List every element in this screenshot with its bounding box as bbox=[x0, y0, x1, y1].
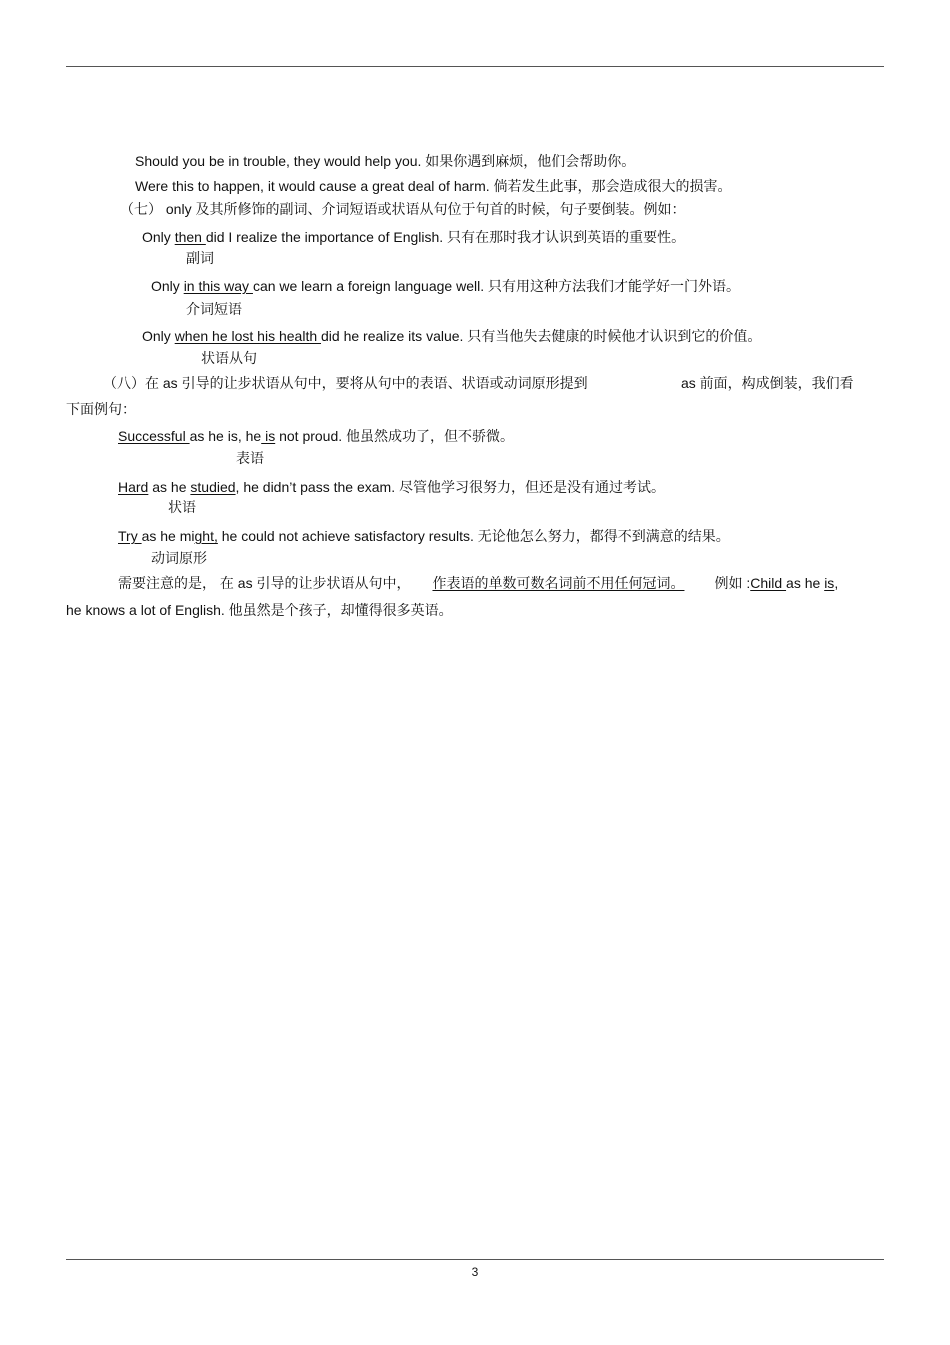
header-rule bbox=[66, 66, 884, 67]
text: , he didn’t pass the exam. 尽管他学习很努力，但还是没有通过考试。 bbox=[235, 479, 665, 495]
underlined-phrase: Try bbox=[118, 528, 142, 544]
text: Only bbox=[142, 328, 175, 344]
annotation-prep-phrase: 介词短语 bbox=[186, 301, 242, 317]
underlined-phrase: ght, bbox=[194, 528, 218, 544]
underlined-phrase: when he lost his health bbox=[174, 328, 322, 344]
section-seven-heading: （七） only 及其所修饰的副词、介词短语或状语从句位于句首的时候，句子要倒装。例如： bbox=[120, 201, 686, 217]
example-should: Should you be in trouble, they would help you. 如果你遇到麻烦，他们会帮助你。 bbox=[135, 153, 636, 169]
annotation-adverbial-clause: 状语从句 bbox=[201, 350, 257, 366]
example-only-this-way bbox=[151, 277, 740, 295]
text: he could not achieve satisfactory results. 无论他怎么努力，都得不到满意的结果。 bbox=[217, 528, 730, 544]
annotation-adverbial: 状语 bbox=[168, 499, 196, 515]
underlined-phrase: studied bbox=[190, 479, 236, 495]
text: Only bbox=[151, 278, 184, 294]
underlined-phrase: Hard bbox=[118, 479, 149, 495]
section-eight-heading-part1: （八）在 as 引导的让步状语从句中，要将从句中的表语、状语或动词原形提到 bbox=[103, 375, 588, 391]
footer-rule bbox=[66, 1259, 884, 1260]
annotation-predicative: 表语 bbox=[236, 450, 264, 466]
annotation-verb-base-form: 动词原形 bbox=[151, 550, 207, 566]
text: , bbox=[834, 575, 839, 591]
underlined-phrase: Successful bbox=[118, 428, 190, 444]
text: Only bbox=[142, 229, 175, 245]
text: did I realize the importance of English. 只有在那时我才认识到英语的重要性。 bbox=[205, 229, 686, 245]
underlined-phrase: is bbox=[824, 575, 835, 591]
text: as he mi bbox=[141, 528, 195, 544]
section-eight-heading-part2: as 前面，构成倒装，我们看 bbox=[681, 375, 854, 391]
example-successful bbox=[118, 427, 514, 445]
text: 需要注意的是， 在 as 引导的让步状语从句中， bbox=[118, 575, 411, 591]
example-hard bbox=[118, 478, 665, 496]
text: can we learn a foreign language well. 只有用这种方法我们才能学好一门外语。 bbox=[252, 278, 740, 294]
page-number: 3 bbox=[471, 1265, 479, 1279]
example-try bbox=[118, 527, 730, 545]
example-were: Were this to happen, it would cause a great deal of harm. 倘若发生此事，那会造成很大的损害。 bbox=[135, 178, 732, 194]
example-only-then bbox=[142, 228, 685, 246]
underlined-phrase: 作表语的单数可数名词前不用任何冠词。 bbox=[432, 575, 685, 591]
text: as he bbox=[786, 575, 825, 591]
text: did he realize its value. 只有当他失去健康的时候他才认识到它的价值。 bbox=[321, 328, 762, 344]
underlined-phrase: is bbox=[261, 428, 276, 444]
underlined-phrase: Child bbox=[750, 575, 787, 591]
text: 例如 : bbox=[714, 575, 751, 591]
note-child-example bbox=[118, 574, 838, 592]
example-only-when bbox=[142, 327, 761, 345]
text: as he bbox=[148, 479, 191, 495]
underlined-phrase: then bbox=[174, 229, 206, 245]
underlined-phrase: in this way bbox=[183, 278, 253, 294]
note-child-example-cont: he knows a lot of English. 他虽然是个孩子，却懂得很多英语。 bbox=[66, 602, 453, 618]
text: not proud. 他虽然成功了，但不骄微。 bbox=[275, 428, 515, 444]
annotation-adverb: 副词 bbox=[186, 250, 214, 266]
section-eight-heading-cont: 下面例句： bbox=[66, 401, 136, 417]
text: as he is, he bbox=[189, 428, 262, 444]
